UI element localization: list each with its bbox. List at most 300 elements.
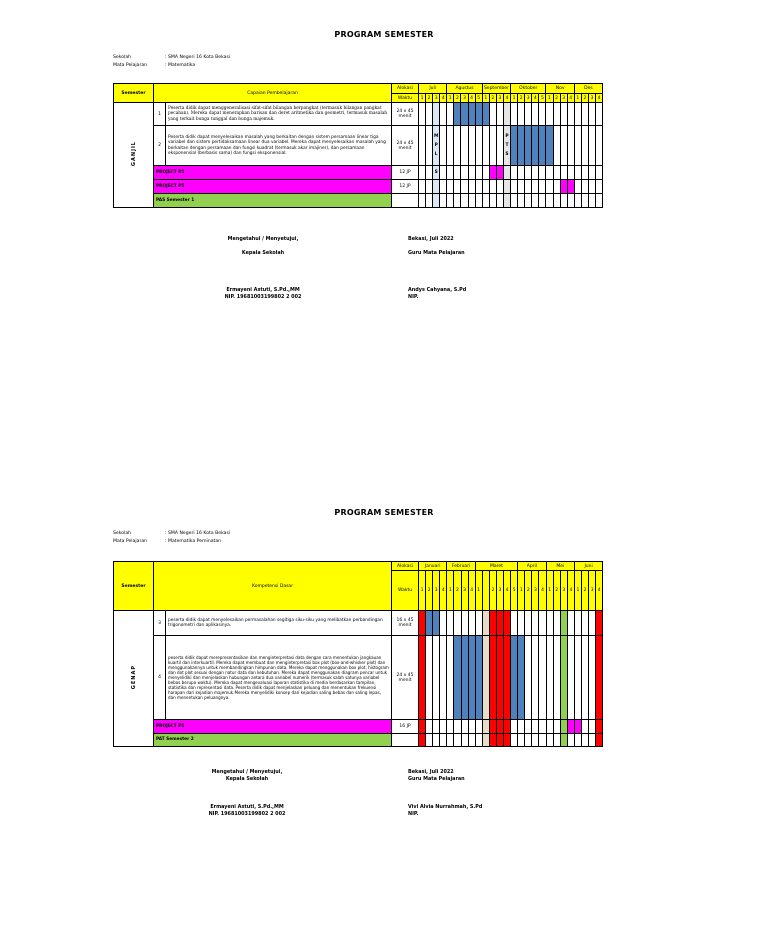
week-cell bbox=[454, 611, 461, 636]
week-cell bbox=[447, 194, 454, 208]
week-cell bbox=[496, 611, 503, 636]
week-cell bbox=[482, 636, 489, 720]
cp-text: Peserta didik dapat menyelesaikan masalah yang berkaitan dengan sistem persamaan linear tiga variabel dan sistem pertidaksamaan linear dua variabel. Mereka dapat menyelesaikan masalah yang berkaitan dengan persamaan dan fungsi kuadrat (termasuk akar imajiner), dan persamaan eksponensial (berbasis sama) dan fungsi eksponensial. bbox=[166, 126, 392, 166]
month-header: Mei bbox=[546, 562, 574, 571]
week-cell bbox=[567, 126, 574, 166]
week-cell bbox=[589, 611, 596, 636]
week-cell bbox=[518, 636, 525, 720]
week-cell bbox=[532, 103, 539, 126]
page-title-1: PROGRAM SEMESTER bbox=[334, 30, 434, 39]
mpls-letter: L bbox=[434, 152, 438, 157]
week-cell bbox=[511, 636, 518, 720]
semester-cell bbox=[114, 103, 154, 208]
week-cell bbox=[539, 103, 546, 126]
sig-name: Vivi Alvia Nurrahmah, S.Pd bbox=[408, 804, 483, 810]
week-number: 1 bbox=[419, 571, 426, 611]
week-cell bbox=[546, 720, 553, 734]
week-cell bbox=[503, 180, 510, 194]
subject-value: : Matematika Peminatan bbox=[165, 539, 222, 544]
week-cell bbox=[588, 103, 595, 126]
week-cell bbox=[518, 194, 525, 208]
week-cell bbox=[560, 611, 567, 636]
week-cell bbox=[560, 180, 567, 194]
time-allocation: 24 x 45 menit bbox=[392, 636, 419, 720]
week-cell bbox=[574, 734, 581, 747]
week-cell bbox=[475, 180, 482, 194]
week-cell bbox=[482, 126, 489, 166]
week-cell bbox=[461, 611, 468, 636]
pas-label: PAS Semester 1 bbox=[154, 194, 392, 208]
week-cell bbox=[482, 194, 489, 208]
week-cell bbox=[532, 734, 539, 747]
signature-right-1 bbox=[408, 236, 466, 301]
week-cell bbox=[560, 126, 567, 166]
week-cell bbox=[574, 720, 581, 734]
week-cell bbox=[504, 720, 511, 734]
week-cell bbox=[447, 126, 454, 166]
week-cell bbox=[454, 180, 461, 194]
sig-nip: NIP. bbox=[408, 294, 419, 300]
header-alokasi: Alokasi bbox=[392, 562, 419, 571]
week-cell bbox=[489, 194, 496, 208]
week-cell bbox=[461, 103, 468, 126]
sig-nip: NIP. 19681003199802 2 002 bbox=[224, 294, 302, 300]
week-cell bbox=[596, 126, 603, 166]
week-cell bbox=[482, 734, 489, 747]
time-allocation: 24 x 45 menit bbox=[392, 103, 419, 126]
week-cell bbox=[518, 611, 525, 636]
week-cell bbox=[546, 166, 553, 180]
week-number: 4 bbox=[596, 94, 603, 103]
week-cell bbox=[461, 636, 468, 720]
signature-left-1 bbox=[188, 236, 338, 301]
signature-left-2 bbox=[172, 769, 322, 818]
week-cell bbox=[574, 126, 581, 166]
week-number: 2 bbox=[553, 571, 560, 611]
time-allocation: 24 x 45 menit bbox=[392, 126, 419, 166]
week-cell bbox=[539, 126, 546, 166]
week-cell bbox=[489, 103, 496, 126]
row-number: 1 bbox=[154, 103, 166, 126]
project-label: PROJECT P5 bbox=[154, 180, 392, 194]
week-cell bbox=[489, 180, 496, 194]
week-cell bbox=[582, 734, 589, 747]
week-cell bbox=[426, 611, 433, 636]
week-cell bbox=[419, 126, 426, 166]
week-number: 1 bbox=[447, 94, 454, 103]
week-cell bbox=[574, 636, 581, 720]
week-cell bbox=[567, 636, 574, 720]
week-number: 4 bbox=[503, 94, 510, 103]
week-cell bbox=[596, 194, 603, 208]
week-cell bbox=[468, 720, 475, 734]
week-cell bbox=[496, 636, 503, 720]
week-cell bbox=[475, 103, 482, 126]
week-cell bbox=[518, 734, 525, 747]
school-value: : SMA Negeri 16 Kota Bekasi bbox=[165, 55, 231, 60]
week-cell bbox=[582, 720, 589, 734]
week-cell bbox=[468, 103, 475, 126]
sig-name: Ermayeni Astuti, S.Pd.,MM bbox=[226, 287, 300, 293]
month-header: September bbox=[482, 84, 510, 94]
week-cell bbox=[596, 166, 603, 180]
week-cell bbox=[553, 720, 560, 734]
empty-cell bbox=[392, 194, 419, 208]
sig-role: Kepala Sekolah bbox=[225, 776, 269, 782]
semester-label: GENAP bbox=[130, 665, 137, 690]
week-cell bbox=[553, 194, 560, 208]
week-cell bbox=[539, 166, 546, 180]
row-number: 2 bbox=[154, 126, 166, 166]
week-number bbox=[482, 571, 489, 611]
week-cell bbox=[440, 126, 447, 166]
week-cell bbox=[589, 636, 596, 720]
week-cell bbox=[581, 180, 588, 194]
week-cell bbox=[426, 180, 433, 194]
week-number: 4 bbox=[468, 571, 475, 611]
week-cell bbox=[461, 180, 468, 194]
week-cell bbox=[581, 103, 588, 126]
week-number: 4 bbox=[468, 94, 475, 103]
week-number: 3 bbox=[433, 571, 440, 611]
week-cell bbox=[525, 720, 532, 734]
week-cell bbox=[525, 611, 532, 636]
week-cell bbox=[496, 734, 503, 747]
week-cell bbox=[518, 180, 525, 194]
week-cell bbox=[539, 180, 546, 194]
week-cell bbox=[596, 180, 603, 194]
subject-label: Mata Pelajaran bbox=[113, 539, 148, 544]
week-cell bbox=[419, 103, 426, 126]
header-kd: Kompetensi Dasar bbox=[154, 562, 392, 611]
cp-text: Peserta didik dapat menggeneralisasi sifat-sifat bilangan berpangkat (termasuk bilangan pangkat pecahan). Mereka dapat menerapkan barisan dan deret aritmetika dan geometri, termasuk masalah yang terkait bunga tunggal dan bunga majemuk. bbox=[166, 103, 392, 126]
week-cell bbox=[525, 166, 532, 180]
week-number: 1 bbox=[546, 571, 553, 611]
week-number: 2 bbox=[525, 571, 532, 611]
week-cell bbox=[539, 636, 546, 720]
week-cell bbox=[539, 611, 546, 636]
week-cell bbox=[447, 103, 454, 126]
week-cell bbox=[532, 720, 539, 734]
week-cell bbox=[496, 166, 503, 180]
week-cell bbox=[553, 103, 560, 126]
header-semester: Semester bbox=[114, 562, 154, 611]
header-capaian: Capaian Pembelajaran bbox=[154, 84, 392, 103]
week-cell bbox=[426, 126, 433, 166]
month-header: Juli bbox=[419, 84, 447, 94]
week-cell bbox=[504, 636, 511, 720]
week-cell bbox=[489, 720, 496, 734]
sig-place-date: Bekasi, Juli 2022 bbox=[408, 236, 454, 242]
week-number: 3 bbox=[461, 571, 468, 611]
week-number: 5 bbox=[511, 571, 518, 611]
week-number: 5 bbox=[475, 94, 482, 103]
week-cell bbox=[511, 166, 518, 180]
sig-name: Andys Cahyana, S.Pd bbox=[408, 287, 467, 293]
week-cell bbox=[419, 734, 426, 747]
project-label: PROJECT P5 bbox=[154, 166, 392, 180]
month-header: April bbox=[518, 562, 546, 571]
month-header: Maret bbox=[475, 562, 518, 571]
week-number: 2 bbox=[426, 94, 433, 103]
week-cell bbox=[440, 103, 447, 126]
week-cell bbox=[560, 166, 567, 180]
week-cell bbox=[546, 103, 553, 126]
school-value: : SMA Negeri 16 Kota Bekasi bbox=[165, 531, 231, 536]
month-header: Oktober bbox=[511, 84, 546, 94]
week-number: 1 bbox=[574, 94, 581, 103]
week-cell bbox=[567, 734, 574, 747]
time-allocation: 16 x 45 menit bbox=[392, 611, 419, 636]
week-number: 1 bbox=[546, 94, 553, 103]
schedule-table-1 bbox=[113, 83, 603, 208]
sig-place-date: Bekasi, Juli 2022 bbox=[408, 769, 454, 775]
week-cell bbox=[433, 611, 440, 636]
week-cell bbox=[574, 194, 581, 208]
week-cell bbox=[546, 734, 553, 747]
week-cell bbox=[475, 126, 482, 166]
week-cell bbox=[525, 194, 532, 208]
week-cell bbox=[475, 166, 482, 180]
mpls-letter: M bbox=[434, 134, 439, 139]
week-cell bbox=[447, 636, 454, 720]
week-cell bbox=[567, 720, 574, 734]
week-cell bbox=[596, 720, 603, 734]
sig-role: Kepala Sekolah bbox=[241, 250, 285, 256]
week-number: 3 bbox=[532, 571, 539, 611]
mpls-letter: P bbox=[434, 143, 438, 148]
week-cell bbox=[581, 194, 588, 208]
week-cell bbox=[440, 720, 447, 734]
week-number: 4 bbox=[567, 571, 574, 611]
week-cell bbox=[503, 126, 510, 166]
week-cell bbox=[426, 166, 433, 180]
week-number: 5 bbox=[539, 94, 546, 103]
week-cell bbox=[567, 166, 574, 180]
sig-name: Ermayeni Astuti, S.Pd.,MM bbox=[210, 804, 284, 810]
semester-label: GANJIL bbox=[130, 141, 137, 167]
meta-block-1 bbox=[113, 54, 230, 70]
meta-block-2 bbox=[113, 530, 230, 546]
week-cell bbox=[588, 166, 595, 180]
row-number: 4 bbox=[154, 636, 166, 720]
week-number: 2 bbox=[581, 94, 588, 103]
month-header: Nov bbox=[546, 84, 574, 94]
week-cell bbox=[511, 194, 518, 208]
week-cell bbox=[504, 611, 511, 636]
week-cell bbox=[503, 194, 510, 208]
week-cell bbox=[511, 611, 518, 636]
week-number: 2 bbox=[489, 571, 496, 611]
week-cell bbox=[532, 166, 539, 180]
week-cell bbox=[560, 636, 567, 720]
week-number: 4 bbox=[440, 571, 447, 611]
week-cell bbox=[546, 126, 553, 166]
week-cell bbox=[489, 166, 496, 180]
week-cell bbox=[511, 734, 518, 747]
week-cell bbox=[433, 636, 440, 720]
week-cell bbox=[433, 734, 440, 747]
week-cell bbox=[511, 126, 518, 166]
month-header: Januari bbox=[419, 562, 447, 571]
week-cell bbox=[468, 734, 475, 747]
week-cell bbox=[440, 194, 447, 208]
week-cell bbox=[482, 103, 489, 126]
week-cell bbox=[532, 194, 539, 208]
week-cell bbox=[532, 611, 539, 636]
week-cell bbox=[553, 166, 560, 180]
week-cell bbox=[454, 734, 461, 747]
project-time: 12 JP bbox=[392, 180, 419, 194]
week-cell bbox=[426, 103, 433, 126]
project-label: PROJECT P5 bbox=[154, 720, 392, 734]
week-cell bbox=[461, 734, 468, 747]
week-number: 2 bbox=[426, 571, 433, 611]
week-cell bbox=[447, 166, 454, 180]
week-cell bbox=[567, 180, 574, 194]
week-cell bbox=[525, 734, 532, 747]
week-cell bbox=[546, 194, 553, 208]
sig-role: Guru Mata Pelajaran bbox=[408, 776, 465, 782]
week-number: 3 bbox=[589, 571, 596, 611]
week-cell bbox=[468, 194, 475, 208]
week-cell bbox=[454, 166, 461, 180]
week-cell bbox=[553, 180, 560, 194]
school-label: Sekolah bbox=[113, 55, 132, 60]
month-header: Des bbox=[574, 84, 602, 94]
empty-cell bbox=[392, 734, 419, 747]
week-cell bbox=[518, 103, 525, 126]
week-number: 2 bbox=[454, 571, 461, 611]
header-waktu: Waktu bbox=[392, 571, 419, 611]
week-cell bbox=[525, 180, 532, 194]
week-cell bbox=[588, 194, 595, 208]
week-cell bbox=[489, 636, 496, 720]
week-cell bbox=[496, 103, 503, 126]
week-number: 1 bbox=[419, 94, 426, 103]
week-cell bbox=[560, 194, 567, 208]
week-cell bbox=[475, 611, 482, 636]
week-cell bbox=[426, 734, 433, 747]
semester-cell bbox=[114, 611, 154, 747]
week-cell bbox=[454, 194, 461, 208]
week-cell bbox=[482, 720, 489, 734]
week-number: 4 bbox=[440, 94, 447, 103]
week-cell bbox=[489, 126, 496, 166]
week-cell bbox=[574, 166, 581, 180]
week-cell bbox=[582, 636, 589, 720]
week-number: 2 bbox=[454, 94, 461, 103]
week-cell bbox=[532, 636, 539, 720]
week-cell bbox=[574, 180, 581, 194]
week-cell bbox=[553, 734, 560, 747]
week-cell bbox=[574, 103, 581, 126]
week-cell bbox=[553, 611, 560, 636]
week-number: 4 bbox=[532, 94, 539, 103]
week-cell bbox=[496, 720, 503, 734]
week-cell bbox=[419, 720, 426, 734]
week-cell bbox=[419, 636, 426, 720]
week-cell bbox=[560, 103, 567, 126]
week-cell bbox=[475, 720, 482, 734]
week-cell bbox=[489, 734, 496, 747]
week-cell bbox=[589, 734, 596, 747]
week-cell bbox=[525, 636, 532, 720]
week-cell bbox=[447, 720, 454, 734]
week-cell bbox=[581, 166, 588, 180]
sig-nip: NIP. 19681003199802 2 002 bbox=[208, 811, 286, 817]
week-cell bbox=[553, 126, 560, 166]
week-cell bbox=[525, 103, 532, 126]
week-cell bbox=[560, 734, 567, 747]
week-cell bbox=[475, 194, 482, 208]
page-title-2: PROGRAM SEMESTER bbox=[334, 508, 434, 517]
week-cell bbox=[440, 734, 447, 747]
week-cell bbox=[596, 636, 603, 720]
week-cell bbox=[518, 126, 525, 166]
week-number: 3 bbox=[461, 94, 468, 103]
week-cell bbox=[567, 103, 574, 126]
week-cell bbox=[496, 194, 503, 208]
week-cell bbox=[433, 720, 440, 734]
week-cell bbox=[426, 636, 433, 720]
week-cell bbox=[503, 166, 510, 180]
week-number: 1 bbox=[574, 571, 581, 611]
week-number: 4 bbox=[539, 571, 546, 611]
week-cell bbox=[426, 720, 433, 734]
week-cell bbox=[482, 166, 489, 180]
week-cell bbox=[461, 166, 468, 180]
week-cell bbox=[475, 734, 482, 747]
month-header: Juni bbox=[574, 562, 602, 571]
week-cell bbox=[419, 611, 426, 636]
week-cell bbox=[468, 180, 475, 194]
row-number: 3 bbox=[154, 611, 166, 636]
month-header: Februari bbox=[447, 562, 475, 571]
sig-approve: Mengetahui / Menyetujui, bbox=[211, 769, 283, 775]
week-number: 3 bbox=[560, 94, 567, 103]
week-cell bbox=[447, 180, 454, 194]
week-number: 3 bbox=[496, 571, 503, 611]
week-cell bbox=[496, 126, 503, 166]
week-cell bbox=[588, 180, 595, 194]
week-cell bbox=[539, 194, 546, 208]
kd-text: peserta didik dapat menyelesaikan permasalahan segitiga siku-siku yang melibatkan perbandingan trigonometri dan aplikasinya. bbox=[166, 611, 392, 636]
header-semester: Semester bbox=[114, 84, 154, 103]
week-number: 2 bbox=[553, 94, 560, 103]
week-cell bbox=[532, 126, 539, 166]
week-cell bbox=[440, 611, 447, 636]
week-cell bbox=[496, 180, 503, 194]
week-cell bbox=[582, 611, 589, 636]
week-cell bbox=[433, 166, 440, 180]
week-cell bbox=[596, 103, 603, 126]
week-cell bbox=[454, 126, 461, 166]
project-time: 16 JP bbox=[392, 720, 419, 734]
week-cell bbox=[447, 734, 454, 747]
week-number: 2 bbox=[518, 94, 525, 103]
week-number: 1 bbox=[482, 94, 489, 103]
week-cell bbox=[567, 194, 574, 208]
week-cell bbox=[525, 126, 532, 166]
week-cell bbox=[468, 636, 475, 720]
week-number: 2 bbox=[582, 571, 589, 611]
week-cell bbox=[567, 611, 574, 636]
week-cell bbox=[581, 126, 588, 166]
week-cell bbox=[504, 734, 511, 747]
pts-letter: S bbox=[505, 152, 509, 157]
week-number: 3 bbox=[588, 94, 595, 103]
